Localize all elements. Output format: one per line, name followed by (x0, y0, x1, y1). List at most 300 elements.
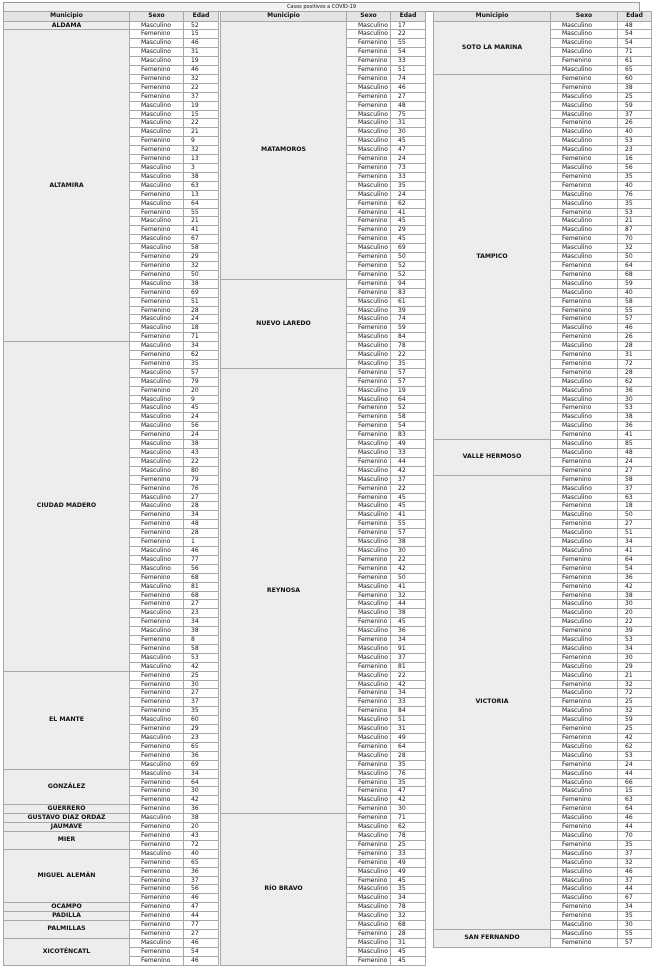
sexo-cell: Femenino (551, 74, 618, 83)
sexo-cell: Femenino (130, 689, 184, 698)
sexo-cell: Masculino (130, 769, 184, 778)
sexo-cell: Femenino (551, 306, 618, 315)
sexo-cell: Femenino (130, 351, 184, 360)
edad-cell: 44 (391, 600, 426, 609)
edad-cell: 35 (391, 885, 426, 894)
sexo-cell: Femenino (347, 564, 391, 573)
edad-cell: 32 (618, 707, 652, 716)
sexo-cell: Femenino (347, 217, 391, 226)
sexo-cell: Femenino (551, 431, 618, 440)
sexo-cell: Masculino (130, 172, 184, 181)
sexo-cell: Masculino (130, 164, 184, 173)
edad-cell: 35 (391, 181, 426, 190)
edad-cell: 54 (391, 422, 426, 431)
edad-cell: 19 (184, 57, 219, 66)
sexo-cell: Femenino (551, 903, 618, 912)
sexo-cell: Masculino (551, 787, 618, 796)
sexo-cell: Femenino (551, 368, 618, 377)
sexo-cell: Femenino (347, 404, 391, 413)
header-municipio: Municipio (221, 12, 347, 22)
edad-cell: 50 (618, 511, 652, 520)
sexo-cell: Masculino (130, 849, 184, 858)
edad-cell: 67 (184, 235, 219, 244)
edad-cell: 68 (618, 270, 652, 279)
sexo-cell: Masculino (347, 938, 391, 947)
edad-cell: 58 (184, 244, 219, 253)
edad-cell: 77 (184, 921, 219, 930)
edad-cell: 51 (391, 716, 426, 725)
municipio-cell: EL MANTE (4, 671, 130, 769)
sexo-cell: Femenino (347, 840, 391, 849)
sexo-cell: Femenino (130, 475, 184, 484)
table-row (434, 21, 652, 30)
municipio-cell: GUERRERO (4, 805, 130, 814)
municipio-cell: GONZÁLEZ (4, 769, 130, 805)
sexo-cell: Femenino (347, 101, 391, 110)
header-edad: Edad (184, 12, 219, 22)
sexo-cell: Femenino (347, 493, 391, 502)
sexo-cell: Femenino (551, 172, 618, 181)
edad-cell: 38 (184, 814, 219, 823)
table-row (4, 823, 219, 832)
table-title: Casos positivos a COVID-19 (3, 2, 640, 12)
sexo-cell: Masculino (551, 146, 618, 155)
edad-cell: 42 (391, 564, 426, 573)
sexo-cell: Femenino (551, 555, 618, 564)
sexo-cell: Masculino (347, 466, 391, 475)
sexo-cell: Masculino (551, 600, 618, 609)
edad-cell: 45 (391, 137, 426, 146)
sexo-cell: Masculino (551, 21, 618, 30)
edad-cell: 46 (391, 83, 426, 92)
edad-cell: 23 (184, 734, 219, 743)
sexo-cell: Masculino (130, 662, 184, 671)
edad-cell: 64 (391, 395, 426, 404)
sexo-cell: Femenino (130, 831, 184, 840)
edad-cell: 78 (391, 903, 426, 912)
sexo-cell: Femenino (130, 359, 184, 368)
sexo-cell: Femenino (347, 484, 391, 493)
sexo-cell: Femenino (130, 30, 184, 39)
sexo-cell: Femenino (130, 840, 184, 849)
edad-cell: 35 (391, 760, 426, 769)
edad-cell: 57 (618, 938, 652, 947)
edad-cell: 22 (184, 119, 219, 128)
edad-cell: 57 (391, 368, 426, 377)
sexo-cell: Femenino (551, 734, 618, 743)
edad-cell: 27 (391, 92, 426, 101)
edad-cell: 46 (184, 938, 219, 947)
sexo-cell: Masculino (347, 386, 391, 395)
edad-cell: 28 (618, 368, 652, 377)
edad-cell: 50 (391, 573, 426, 582)
sexo-cell: Femenino (130, 146, 184, 155)
sexo-cell: Masculino (347, 796, 391, 805)
edad-cell: 35 (184, 359, 219, 368)
sexo-cell: Masculino (130, 57, 184, 66)
edad-cell: 41 (184, 226, 219, 235)
sexo-cell: Masculino (551, 921, 618, 930)
edad-cell: 25 (618, 92, 652, 101)
sexo-cell: Femenino (551, 155, 618, 164)
sexo-cell: Masculino (347, 609, 391, 618)
edad-cell: 22 (391, 484, 426, 493)
edad-cell: 51 (618, 529, 652, 538)
sexo-cell: Masculino (130, 244, 184, 253)
sexo-cell: Masculino (130, 716, 184, 725)
edad-cell: 54 (184, 947, 219, 956)
sexo-cell: Masculino (130, 235, 184, 244)
sexo-cell: Femenino (130, 742, 184, 751)
edad-cell: 46 (618, 867, 652, 876)
edad-cell: 46 (184, 546, 219, 555)
sexo-cell: Femenino (130, 885, 184, 894)
sexo-cell: Femenino (551, 796, 618, 805)
table-row (4, 903, 219, 912)
edad-cell: 69 (184, 288, 219, 297)
edad-cell: 62 (618, 377, 652, 386)
edad-cell: 38 (184, 279, 219, 288)
sexo-cell: Femenino (130, 573, 184, 582)
edad-cell: 77 (184, 555, 219, 564)
sexo-cell: Femenino (130, 636, 184, 645)
sexo-cell: Femenino (130, 921, 184, 930)
edad-cell: 19 (391, 386, 426, 395)
edad-cell: 30 (184, 787, 219, 796)
municipio-cell: ALDAMA (4, 21, 130, 30)
sexo-cell: Femenino (130, 894, 184, 903)
sexo-cell: Femenino (347, 787, 391, 796)
municipio-cell: CIUDAD MADERO (4, 342, 130, 672)
municipio-cell: VALLE HERMOSO (434, 440, 551, 476)
edad-cell: 25 (184, 671, 219, 680)
edad-cell: 79 (184, 475, 219, 484)
sexo-cell: Masculino (130, 582, 184, 591)
table-row (4, 849, 219, 858)
sexo-cell: Masculino (130, 760, 184, 769)
header-edad: Edad (618, 12, 652, 22)
header-edad: Edad (391, 12, 426, 22)
sexo-cell: Masculino (130, 342, 184, 351)
sexo-cell: Masculino (551, 386, 618, 395)
edad-cell: 24 (391, 190, 426, 199)
edad-cell: 45 (391, 947, 426, 956)
municipio-cell: PADILLA (4, 912, 130, 921)
sexo-cell: Masculino (551, 538, 618, 547)
edad-cell: 76 (618, 190, 652, 199)
sexo-cell: Femenino (130, 306, 184, 315)
edad-cell: 44 (618, 769, 652, 778)
edad-cell: 19 (184, 101, 219, 110)
edad-cell: 87 (618, 226, 652, 235)
table-row (221, 21, 426, 30)
sexo-cell: Femenino (130, 903, 184, 912)
sexo-cell: Femenino (347, 876, 391, 885)
edad-cell: 45 (391, 618, 426, 627)
edad-cell: 38 (391, 538, 426, 547)
sexo-cell: Masculino (347, 502, 391, 511)
sexo-cell: Femenino (347, 529, 391, 538)
sexo-cell: Masculino (130, 324, 184, 333)
sexo-cell: Masculino (551, 253, 618, 262)
edad-cell: 34 (184, 769, 219, 778)
edad-cell: 43 (184, 831, 219, 840)
sexo-cell: Femenino (347, 253, 391, 262)
edad-cell: 31 (391, 725, 426, 734)
sexo-cell: Femenino (551, 270, 618, 279)
table-row (4, 21, 219, 30)
table-row (221, 814, 426, 823)
sexo-cell: Masculino (347, 244, 391, 253)
sexo-cell: Masculino (551, 929, 618, 938)
edad-cell: 68 (184, 591, 219, 600)
sexo-cell: Femenino (347, 48, 391, 57)
sexo-cell: Masculino (130, 413, 184, 422)
sexo-cell: Masculino (130, 119, 184, 128)
sexo-cell: Masculino (551, 849, 618, 858)
edad-cell: 33 (391, 698, 426, 707)
edad-cell: 36 (618, 422, 652, 431)
sexo-cell: Femenino (551, 83, 618, 92)
edad-cell: 36 (184, 751, 219, 760)
edad-cell: 38 (184, 440, 219, 449)
sexo-cell: Femenino (551, 333, 618, 342)
sexo-cell: Femenino (130, 671, 184, 680)
edad-cell: 42 (184, 662, 219, 671)
sexo-cell: Masculino (551, 644, 618, 653)
sexo-cell: Masculino (347, 351, 391, 360)
sexo-cell: Femenino (347, 74, 391, 83)
edad-cell: 55 (618, 929, 652, 938)
sexo-cell: Femenino (347, 422, 391, 431)
edad-cell: 20 (184, 386, 219, 395)
edad-cell: 49 (391, 734, 426, 743)
table-column-3 (433, 11, 652, 948)
edad-cell: 33 (391, 449, 426, 458)
sexo-cell: Masculino (130, 377, 184, 386)
edad-cell: 69 (391, 244, 426, 253)
sexo-cell: Femenino (347, 555, 391, 564)
sexo-cell: Masculino (347, 582, 391, 591)
edad-cell: 59 (618, 279, 652, 288)
table-row (4, 805, 219, 814)
sexo-cell: Masculino (347, 83, 391, 92)
edad-cell: 29 (184, 725, 219, 734)
municipio-cell: XICOTÉNCATL (4, 938, 130, 965)
edad-cell: 22 (391, 30, 426, 39)
edad-cell: 1 (184, 538, 219, 547)
edad-cell: 43 (184, 449, 219, 458)
edad-cell: 18 (618, 502, 652, 511)
sexo-cell: Masculino (130, 653, 184, 662)
edad-cell: 58 (184, 644, 219, 653)
edad-cell: 18 (184, 324, 219, 333)
edad-cell: 53 (618, 636, 652, 645)
table-column-2 (220, 11, 426, 966)
edad-cell: 35 (618, 840, 652, 849)
edad-cell: 74 (391, 315, 426, 324)
edad-cell: 27 (184, 689, 219, 698)
sexo-cell: Masculino (551, 30, 618, 39)
edad-cell: 54 (391, 48, 426, 57)
sexo-cell: Femenino (130, 511, 184, 520)
sexo-cell: Masculino (130, 48, 184, 57)
edad-cell: 55 (184, 208, 219, 217)
edad-cell: 45 (391, 502, 426, 511)
edad-cell: 36 (184, 805, 219, 814)
sexo-cell: Femenino (130, 956, 184, 965)
sexo-cell: Masculino (347, 342, 391, 351)
edad-cell: 42 (391, 680, 426, 689)
header-sexo: Sexo (130, 12, 184, 22)
edad-cell: 64 (184, 778, 219, 787)
sexo-cell: Masculino (347, 30, 391, 39)
edad-cell: 76 (391, 769, 426, 778)
municipio-cell: NUEVO LAREDO (221, 279, 347, 368)
edad-cell: 37 (618, 876, 652, 885)
sexo-cell: Femenino (551, 181, 618, 190)
sexo-cell: Masculino (130, 279, 184, 288)
edad-cell: 31 (184, 48, 219, 57)
edad-cell: 46 (184, 956, 219, 965)
edad-cell: 62 (391, 823, 426, 832)
sexo-cell: Masculino (551, 128, 618, 137)
sexo-cell: Masculino (551, 395, 618, 404)
edad-cell: 30 (618, 921, 652, 930)
sexo-cell: Masculino (130, 199, 184, 208)
sexo-cell: Masculino (130, 546, 184, 555)
edad-cell: 55 (391, 39, 426, 48)
sexo-cell: Femenino (347, 199, 391, 208)
sexo-cell: Femenino (347, 235, 391, 244)
municipio-cell: MIGUEL ALEMÁN (4, 849, 130, 902)
edad-cell: 74 (391, 74, 426, 83)
edad-cell: 41 (391, 511, 426, 520)
sexo-cell: Masculino (551, 288, 618, 297)
sexo-cell: Femenino (130, 529, 184, 538)
edad-cell: 3 (184, 164, 219, 173)
edad-cell: 32 (618, 680, 652, 689)
sexo-cell: Femenino (347, 662, 391, 671)
edad-cell: 22 (184, 83, 219, 92)
edad-cell: 57 (391, 529, 426, 538)
edad-cell: 28 (618, 342, 652, 351)
edad-cell: 28 (184, 306, 219, 315)
sexo-cell: Femenino (347, 39, 391, 48)
sexo-cell: Femenino (551, 760, 618, 769)
edad-cell: 84 (391, 333, 426, 342)
edad-cell: 65 (184, 858, 219, 867)
sexo-cell: Masculino (130, 734, 184, 743)
sexo-cell: Masculino (130, 368, 184, 377)
municipio-cell: TAMPICO (434, 74, 551, 439)
header-sexo: Sexo (551, 12, 618, 22)
sexo-cell: Femenino (130, 538, 184, 547)
sexo-cell: Masculino (551, 217, 618, 226)
edad-cell: 65 (618, 66, 652, 75)
sexo-cell: Femenino (130, 698, 184, 707)
cases-table (433, 11, 652, 948)
sexo-cell: Femenino (551, 404, 618, 413)
edad-cell: 45 (391, 876, 426, 885)
sexo-cell: Masculino (347, 751, 391, 760)
sexo-cell: Masculino (347, 627, 391, 636)
sexo-cell: Femenino (551, 573, 618, 582)
municipio-cell: ALTAMIRA (4, 30, 130, 342)
edad-cell: 46 (184, 39, 219, 48)
edad-cell: 48 (618, 449, 652, 458)
sexo-cell: Masculino (551, 101, 618, 110)
edad-cell: 54 (618, 30, 652, 39)
sexo-cell: Femenino (347, 778, 391, 787)
sexo-cell: Masculino (347, 128, 391, 137)
table-row (434, 440, 652, 449)
edad-cell: 23 (618, 146, 652, 155)
edad-cell: 15 (618, 787, 652, 796)
edad-cell: 50 (618, 253, 652, 262)
sexo-cell: Masculino (347, 653, 391, 662)
edad-cell: 37 (618, 110, 652, 119)
sexo-cell: Masculino (551, 867, 618, 876)
edad-cell: 30 (184, 680, 219, 689)
sexo-cell: Femenino (347, 208, 391, 217)
edad-cell: 46 (184, 894, 219, 903)
edad-cell: 70 (618, 235, 652, 244)
edad-cell: 28 (184, 502, 219, 511)
sexo-cell: Masculino (130, 466, 184, 475)
sexo-cell: Femenino (347, 172, 391, 181)
edad-cell: 42 (618, 734, 652, 743)
edad-cell: 42 (391, 466, 426, 475)
edad-cell: 13 (184, 190, 219, 199)
municipio-cell: GUSTAVO DÍAZ ORDAZ (4, 814, 130, 823)
sexo-cell: Femenino (130, 74, 184, 83)
sexo-cell: Masculino (347, 315, 391, 324)
edad-cell: 52 (391, 270, 426, 279)
sexo-cell: Masculino (551, 342, 618, 351)
sexo-cell: Femenino (130, 725, 184, 734)
edad-cell: 47 (391, 146, 426, 155)
sexo-cell: Femenino (347, 520, 391, 529)
sexo-cell: Masculino (551, 885, 618, 894)
edad-cell: 31 (391, 938, 426, 947)
sexo-cell: Masculino (347, 449, 391, 458)
sexo-cell: Masculino (551, 440, 618, 449)
edad-cell: 42 (391, 796, 426, 805)
sexo-cell: Femenino (347, 226, 391, 235)
sexo-cell: Femenino (130, 600, 184, 609)
sexo-cell: Masculino (347, 110, 391, 119)
edad-cell: 30 (391, 546, 426, 555)
sexo-cell: Masculino (551, 484, 618, 493)
edad-cell: 85 (618, 440, 652, 449)
sexo-cell: Femenino (551, 208, 618, 217)
sexo-cell: Femenino (130, 520, 184, 529)
edad-cell: 50 (184, 270, 219, 279)
sexo-cell: Femenino (347, 742, 391, 751)
sexo-cell: Femenino (551, 938, 618, 947)
sexo-cell: Masculino (347, 600, 391, 609)
edad-cell: 42 (184, 796, 219, 805)
sexo-cell: Masculino (347, 297, 391, 306)
sexo-cell: Masculino (130, 564, 184, 573)
sexo-cell: Femenino (347, 164, 391, 173)
edad-cell: 41 (391, 582, 426, 591)
sexo-cell: Masculino (551, 609, 618, 618)
sexo-cell: Masculino (551, 48, 618, 57)
sexo-cell: Masculino (130, 555, 184, 564)
sexo-cell: Femenino (551, 315, 618, 324)
